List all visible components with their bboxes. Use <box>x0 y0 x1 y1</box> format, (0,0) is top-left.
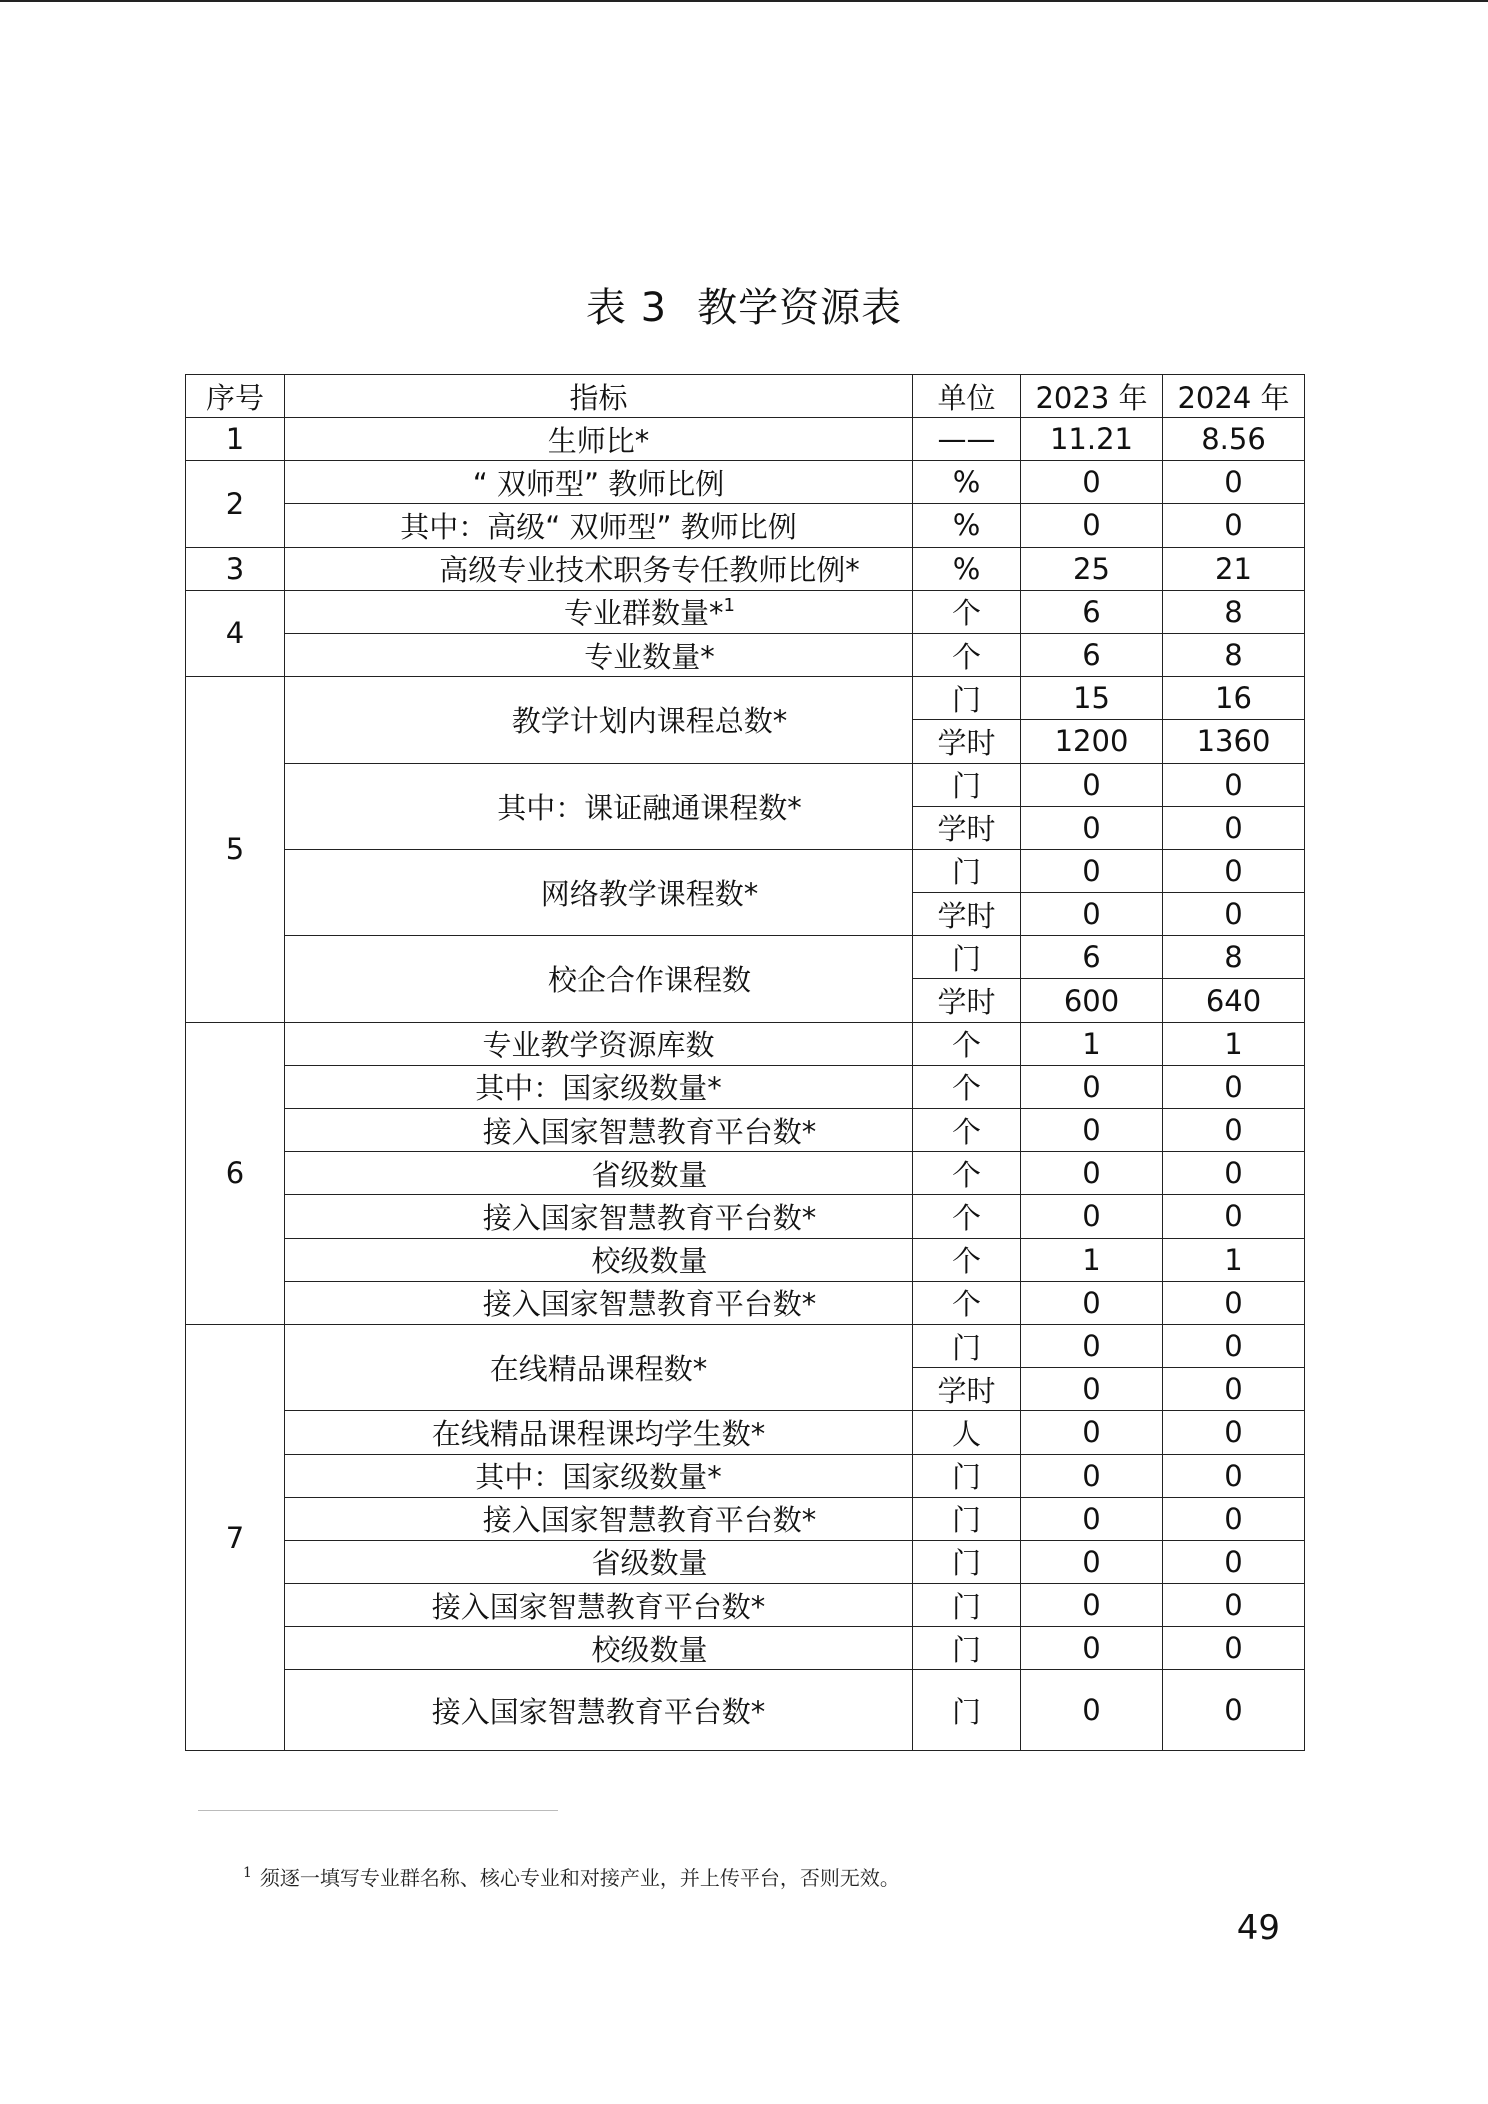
unit-cell: 门 <box>913 1324 1021 1367</box>
value-2024-cell: 0 <box>1163 1411 1305 1454</box>
table-row <box>186 1281 1305 1324</box>
value-2023-cell: 0 <box>1021 461 1163 504</box>
value-2023-cell: 0 <box>1021 1540 1163 1583</box>
value-2023-cell: 0 <box>1021 504 1163 547</box>
unit-cell: % <box>913 547 1021 590</box>
value-2023-cell: 0 <box>1021 1497 1163 1540</box>
value-2023-cell: 0 <box>1021 1368 1163 1411</box>
header-indicator: 指标 <box>285 375 913 418</box>
value-2024-cell: 0 <box>1163 1368 1305 1411</box>
table-row <box>186 1497 1305 1540</box>
table-row <box>186 1195 1305 1238</box>
table-row <box>186 763 1305 806</box>
unit-cell: 学时 <box>913 720 1021 763</box>
table-row <box>186 1584 1305 1627</box>
value-2023-cell: 0 <box>1021 763 1163 806</box>
value-2024-cell: 0 <box>1163 1109 1305 1152</box>
value-2023-cell: 6 <box>1021 590 1163 633</box>
value-2023-cell: 25 <box>1021 547 1163 590</box>
value-2024-cell: 0 <box>1163 1540 1305 1583</box>
value-2023-cell: 0 <box>1021 1627 1163 1670</box>
indicator-cell: 省级数量 <box>285 1540 913 1583</box>
indicator-cell: “ 双师型” 教师比例 <box>285 461 913 504</box>
value-2024-cell: 0 <box>1163 1497 1305 1540</box>
table-row <box>186 633 1305 676</box>
value-2024-cell: 0 <box>1163 849 1305 892</box>
value-2023-cell: 600 <box>1021 979 1163 1022</box>
unit-cell: 个 <box>913 1152 1021 1195</box>
table-row <box>186 590 1305 633</box>
seq-cell: 4 <box>186 590 285 676</box>
unit-cell: % <box>913 504 1021 547</box>
value-2023-cell: 1200 <box>1021 720 1163 763</box>
value-2024-cell: 0 <box>1163 1670 1305 1751</box>
unit-cell: 个 <box>913 1281 1021 1324</box>
value-2023-cell: 0 <box>1021 849 1163 892</box>
unit-cell: —— <box>913 418 1021 461</box>
value-2024-cell: 1 <box>1163 1238 1305 1281</box>
indicator-cell: 专业教学资源库数 <box>285 1022 913 1065</box>
indicator-cell: 网络教学课程数* <box>285 849 913 935</box>
unit-cell: 个 <box>913 1238 1021 1281</box>
indicator-cell: 接入国家智慧教育平台数* <box>285 1109 913 1152</box>
unit-cell: 门 <box>913 1497 1021 1540</box>
indicator-cell: 校级数量 <box>285 1627 913 1670</box>
table-row <box>186 1627 1305 1670</box>
header-2024: 2024 年 <box>1163 375 1305 418</box>
value-2024-cell: 0 <box>1163 1152 1305 1195</box>
footnote-text: 须逐一填写专业群名称、核心专业和对接产业，并上传平台，否则无效。 <box>259 1866 900 1890</box>
header-seq: 序号 <box>186 375 285 418</box>
value-2024-cell: 21 <box>1163 547 1305 590</box>
table-row <box>186 1065 1305 1108</box>
value-2024-cell: 640 <box>1163 979 1305 1022</box>
unit-cell: 人 <box>913 1411 1021 1454</box>
seq-cell: 3 <box>186 547 285 590</box>
seq-cell: 2 <box>186 461 285 547</box>
indicator-cell: 接入国家智慧教育平台数* <box>285 1497 913 1540</box>
seq-cell: 5 <box>186 677 285 1023</box>
unit-cell: 门 <box>913 1670 1021 1751</box>
table-row <box>186 677 1305 720</box>
indicator-cell: 在线精品课程课均学生数* <box>285 1411 913 1454</box>
indicator-cell: 专业数量* <box>285 633 913 676</box>
indicator-cell: 其中：高级“ 双师型” 教师比例 <box>285 504 913 547</box>
seq-cell: 1 <box>186 418 285 461</box>
indicator-cell: 其中：课证融通课程数* <box>285 763 913 849</box>
unit-cell: 个 <box>913 590 1021 633</box>
value-2023-cell: 1 <box>1021 1238 1163 1281</box>
table-row <box>186 461 1305 504</box>
indicator-cell: 在线精品课程数* <box>285 1324 913 1410</box>
indicator-cell: 接入国家智慧教育平台数* <box>285 1195 913 1238</box>
indicator-cell <box>285 590 913 633</box>
table-row <box>186 849 1305 892</box>
unit-cell: 个 <box>913 1109 1021 1152</box>
table-row <box>186 547 1305 590</box>
unit-cell: 门 <box>913 1627 1021 1670</box>
value-2023-cell: 0 <box>1021 1065 1163 1108</box>
value-2023-cell: 0 <box>1021 893 1163 936</box>
table-row <box>186 1152 1305 1195</box>
indicator-cell: 高级专业技术职务专任教师比例* <box>285 547 913 590</box>
unit-cell: 门 <box>913 677 1021 720</box>
page-number: 49 <box>1236 1908 1280 1948</box>
table-name: 教学资源表 <box>697 285 903 331</box>
indicator-cell: 校企合作课程数 <box>285 936 913 1022</box>
value-2023-cell: 0 <box>1021 1454 1163 1497</box>
table-row <box>186 1022 1305 1065</box>
table-row <box>186 1540 1305 1583</box>
indicator-cell: 接入国家智慧教育平台数* <box>285 1281 913 1324</box>
unit-cell: 门 <box>913 763 1021 806</box>
table-row <box>186 1109 1305 1152</box>
value-2024-cell: 0 <box>1163 806 1305 849</box>
indicator-cell: 接入国家智慧教育平台数* <box>285 1584 913 1627</box>
value-2023-cell: 0 <box>1021 1584 1163 1627</box>
value-2024-cell: 0 <box>1163 1281 1305 1324</box>
value-2023-cell: 0 <box>1021 1411 1163 1454</box>
footnote-mark: 1 <box>243 1865 252 1881</box>
table-title <box>0 276 1488 333</box>
value-2023-cell: 15 <box>1021 677 1163 720</box>
header-2023: 2023 年 <box>1021 375 1163 418</box>
top-border-rule <box>0 0 1488 2</box>
indicator-cell: 其中：国家级数量* <box>285 1065 913 1108</box>
value-2024-cell: 0 <box>1163 893 1305 936</box>
table-header-row <box>186 375 1305 418</box>
indicator-cell: 生师比* <box>285 418 913 461</box>
indicator-cell: 省级数量 <box>285 1152 913 1195</box>
value-2023-cell: 0 <box>1021 1670 1163 1751</box>
value-2024-cell: 8.56 <box>1163 418 1305 461</box>
unit-cell: 学时 <box>913 806 1021 849</box>
value-2024-cell: 1360 <box>1163 720 1305 763</box>
seq-cell: 7 <box>186 1324 285 1751</box>
table-number: 表 3 <box>585 285 668 331</box>
unit-cell: 门 <box>913 1454 1021 1497</box>
header-unit: 单位 <box>913 375 1021 418</box>
value-2023-cell: 0 <box>1021 1281 1163 1324</box>
unit-cell: 个 <box>913 1065 1021 1108</box>
value-2023-cell: 1 <box>1021 1022 1163 1065</box>
seq-cell: 6 <box>186 1022 285 1324</box>
value-2024-cell: 8 <box>1163 590 1305 633</box>
value-2023-cell: 0 <box>1021 1109 1163 1152</box>
value-2024-cell: 0 <box>1163 1065 1305 1108</box>
footnote-ref: 1 <box>723 595 735 617</box>
footnote-separator <box>198 1810 558 1811</box>
indicator-cell: 接入国家智慧教育平台数* <box>285 1670 913 1751</box>
value-2023-cell: 0 <box>1021 1152 1163 1195</box>
unit-cell: 学时 <box>913 979 1021 1022</box>
value-2023-cell: 11.21 <box>1021 418 1163 461</box>
value-2024-cell: 0 <box>1163 504 1305 547</box>
unit-cell: 门 <box>913 1584 1021 1627</box>
indicator-cell: 其中：国家级数量* <box>285 1454 913 1497</box>
value-2024-cell: 8 <box>1163 936 1305 979</box>
unit-cell: % <box>913 461 1021 504</box>
table-row <box>186 418 1305 461</box>
indicator-cell: 教学计划内课程总数* <box>285 677 913 763</box>
value-2024-cell: 0 <box>1163 1627 1305 1670</box>
value-2024-cell: 8 <box>1163 633 1305 676</box>
value-2024-cell: 0 <box>1163 763 1305 806</box>
value-2024-cell: 0 <box>1163 1195 1305 1238</box>
value-2024-cell: 0 <box>1163 1324 1305 1367</box>
value-2024-cell: 0 <box>1163 1454 1305 1497</box>
table-row <box>186 1670 1305 1751</box>
value-2024-cell: 16 <box>1163 677 1305 720</box>
unit-cell: 门 <box>913 849 1021 892</box>
table-row <box>186 1238 1305 1281</box>
footnote <box>243 1862 900 1891</box>
value-2023-cell: 0 <box>1021 1195 1163 1238</box>
unit-cell: 学时 <box>913 893 1021 936</box>
value-2023-cell: 6 <box>1021 633 1163 676</box>
indicator-text: 专业群数量* <box>564 596 724 631</box>
value-2023-cell: 6 <box>1021 936 1163 979</box>
value-2024-cell: 0 <box>1163 1584 1305 1627</box>
value-2024-cell: 1 <box>1163 1022 1305 1065</box>
unit-cell: 个 <box>913 633 1021 676</box>
value-2023-cell: 0 <box>1021 1324 1163 1367</box>
table-row <box>186 1324 1305 1367</box>
indicator-cell: 校级数量 <box>285 1238 913 1281</box>
unit-cell: 门 <box>913 936 1021 979</box>
value-2024-cell: 0 <box>1163 461 1305 504</box>
table-row <box>186 1454 1305 1497</box>
unit-cell: 个 <box>913 1022 1021 1065</box>
table-row <box>186 936 1305 979</box>
table-row <box>186 504 1305 547</box>
value-2023-cell: 0 <box>1021 806 1163 849</box>
unit-cell: 门 <box>913 1540 1021 1583</box>
teaching-resources-table <box>185 374 1305 1751</box>
unit-cell: 个 <box>913 1195 1021 1238</box>
unit-cell: 学时 <box>913 1368 1021 1411</box>
table-row <box>186 1411 1305 1454</box>
